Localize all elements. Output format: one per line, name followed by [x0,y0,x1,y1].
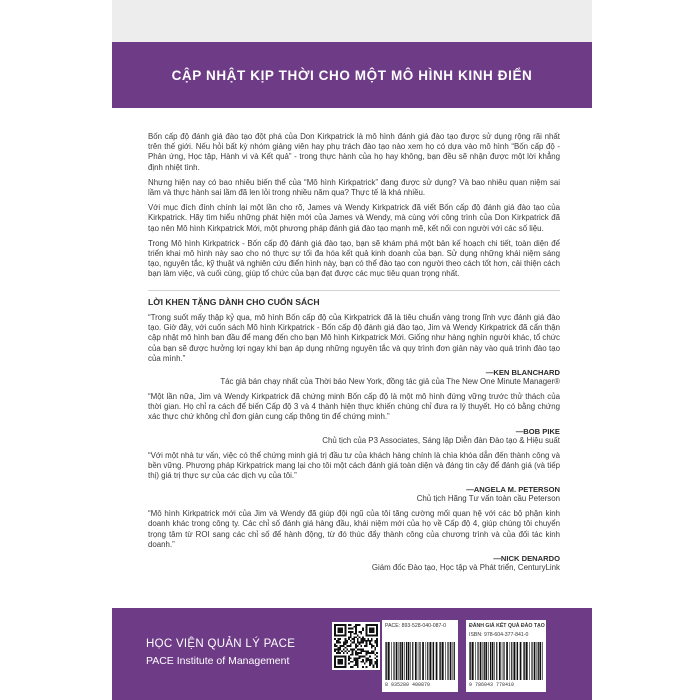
barcode-icon [469,642,543,680]
publisher-name-vi: HỌC VIỆN QUẢN LÝ PACE [146,638,296,650]
intro-paragraph-1: Bốn cấp độ đánh giá đào tạo đột phá của Don Kirkpatrick là mô hình đánh giá đào tạo được sử dụng rộng rãi nhất trên thế giới. Nếu hỏi bất kỳ nhóm giảng viên hay phụ trách đào tạo nào xem họ có dựa vào mô hình “Bốn cấp độ - Phản ứng, Học tập, Hành vi và Kết quả” - trong thực hành của họ hay không, bạn đều sẽ nhận được một lời khẳng định nhiệt tình. [148,132,560,172]
praise-quote-1: “Trong suốt mấy thập kỷ qua, mô hình Bốn cấp độ của Kirkpatrick đã là tiêu chuẩn vàng trong lĩnh vực đánh giá đào tạo. Giờ đây, với cuốn sách Mô hình Kirkpatrick - Bốn cấp độ đánh giá đào tạo, Jim và Wendy Kirkpatrick đã cẩn thận cập nhật mô hình ban đầu để mang đến cho bạn Mô hình Kirkpatrick Mới. Giống như hàng nghìn người khác, tổ chức của bạn sẽ được hưởng lợi ngay khi bạn áp dụng những nguyên tắc và quy trình đơn giản này vào quá trình đào tạo của mình.” [148,313,560,363]
barcode-icon [385,642,455,680]
qr-code-icon [332,622,380,670]
banner-title: CẬP NHẬT KỊP THỜI CHO MỘT MÔ HÌNH KINH ĐIỂN [171,67,533,83]
praise-role-4: Giám đốc Đào tạo, Học tập và Phát triển, CenturyLink [371,563,560,573]
section-divider [148,290,560,291]
praise-author-1: —KEN BLANCHARD [485,368,560,378]
praise-author-4: —NICK DENARDO [493,554,560,564]
isbn-barcode [466,620,546,692]
publisher-name-en: PACE Institute of Management [146,655,290,667]
praise-quote-4: “Mô hình Kirkpatrick mới của Jim và Wendy đã giúp đội ngũ của tôi tăng cường mối quan hệ với các bộ phận kinh doanh khác trong công ty. Các chỉ số đánh giá hàng đầu, khái niệm mới của họ về Cấp độ 4, giúp chúng tôi chuyển trọng tâm từ ROI sang các chỉ số để hành động, từ đó thúc đẩy thành công của chương trình và của đối tác kinh doanh.” [148,509,560,549]
praise-author-3: —ANGELA M. PETERSON [466,485,560,495]
praise-quote-3: “Với một nhà tư vấn, việc có thể chứng minh giá trị đầu tư của khách hàng chính là chìa khóa dẫn đến thành công và bền vững. Phương pháp Kirkpatrick mang lại cho tôi một cách đánh giá toàn diện và đáng tin cậy để đánh giá (và tiếp thị) giá trị thực sự của các dịch vụ của tôi.” [148,450,560,481]
top-strip [112,0,592,42]
praise-role-2: Chủ tịch của P3 Associates, Sáng lập Diễn đàn Đào tạo & Hiệu suất [322,435,560,445]
intro-paragraph-4: Trong Mô hình Kirkpatrick - Bốn cấp độ đánh giá đào tạo, bạn sẽ khám phá một bản kế hoạch chi tiết, toàn diện để triển khai mô hình này sao cho nó thực sự tối đa hóa kết quả kinh doanh của bạn. Sử dụng những khái niệm sáng tạo, nguyên tắc, kỹ thuật và nghiên cứu điển hình này, bạn có thể đào tạo con người theo cách tốt hơn, cải thiện cách bạn làm việc, và cuối cùng, giúp tổ chức của bạn đạt được các mục tiêu quan trọng nhất. [148,238,560,279]
intro-section [148,132,560,285]
praise-role-1: Tác giả bán chạy nhất của Thời báo New York, đồng tác giả của The New One Minute Manager® [220,377,560,387]
praise-section [148,297,560,578]
praise-quote-2: “Một lần nữa, Jim và Wendy Kirkpatrick đã chứng minh Bốn cấp độ là một mô hình đứng vững trước thử thách của thời gian. Họ chỉ ra cách để biến Cấp độ 3 và 4 thành hiện thực khiến chúng chỉ đưa ra lý thuyết. Họ có bằng chứng xác thực chứ không chỉ đơn giản cung cấp thông tin để chứng minh.” [148,392,560,422]
book-back-cover [112,0,592,700]
intro-paragraph-3: Với mục đích đính chính lại một lần cho rõ, James và Wendy Kirkpatrick đã viết Bốn cấp độ đánh giá đào tạo của Kirkpatrick. Hãy tìm hiểu những phát hiện mới của James và Wendy, mà cùng với công trình của Don Kirkpatrick đã tạo nên Mô hình Kirkpatrick Mới, một phương pháp đánh giá đào tạo mạnh mẽ, kết nối con người với các số liệu. [148,203,560,233]
pace-barcode-number: 8 935280 400870 [385,682,431,688]
category-label: ĐÁNH GIÁ KẾT QUẢ ĐÀO TẠO [469,623,545,629]
isbn-label: ISBN: 978-604-377-841-0 [469,632,529,638]
praise-heading: LỜI KHEN TẶNG DÀNH CHO CUỐN SÁCH [148,297,320,307]
pace-barcode [382,620,458,692]
praise-role-3: Chủ tịch Hãng Tư vấn toàn cầu Peterson [416,494,560,504]
footer-band [112,608,592,700]
praise-author-2: —BOB PIKE [515,426,560,436]
title-banner [112,42,592,108]
isbn-barcode-number: 9 786043 778410 [469,682,515,688]
pace-code-label: PACE: 893-528-040-087-0 [385,623,447,629]
intro-paragraph-2: Nhưng hiện nay có bao nhiêu biến thể của “Mô hình Kirkpatrick” đang được sử dụng? Và bao nhiêu quan niệm sai lầm và thực hành sai lầm đã len lỏi trong nhiều năm qua? Thực tế là khá nhiều. [148,177,560,198]
